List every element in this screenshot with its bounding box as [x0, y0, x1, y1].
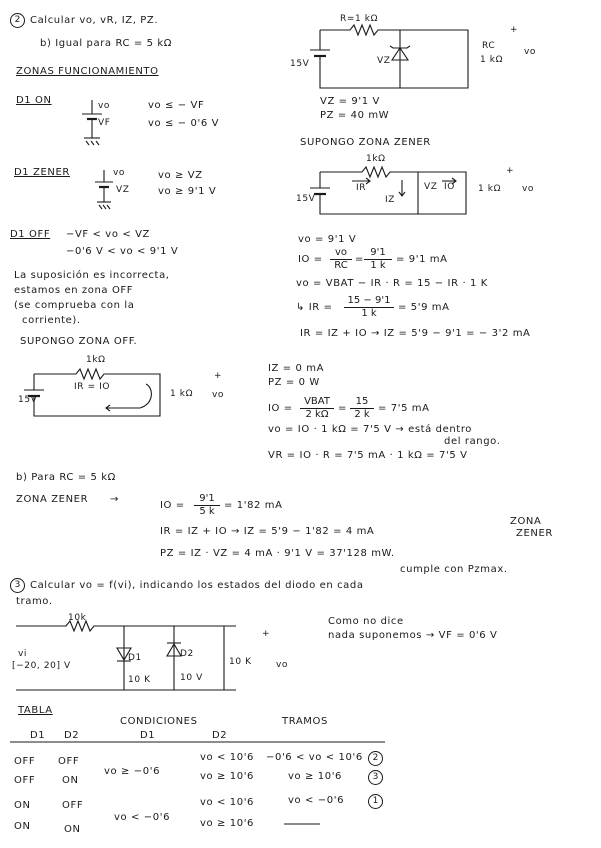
- exercise-2-number: 2: [10, 13, 25, 28]
- off-calc-io-fraction-1: VBAT 2 kΩ: [300, 396, 334, 421]
- top-circuit-plus-sign: +: [510, 25, 519, 35]
- table-header-d2: D2: [64, 730, 80, 741]
- d1-on-label: D1 ON: [16, 95, 52, 106]
- conclusion-line-2: estamos en zona OFF: [14, 285, 134, 296]
- d1-off-label: D1 OFF: [10, 229, 51, 240]
- conclusion-line-4: corriente).: [22, 315, 81, 326]
- zener-circuit-plus-sign: +: [506, 166, 515, 176]
- conclusion-line-1: La suposición es incorrecta,: [14, 270, 170, 281]
- off-circuit-current-label: IR = IO: [74, 382, 111, 392]
- off-calc-vr: VR = IO · R = 7'5 mA · 1 kΩ = 7'5 V: [268, 450, 468, 461]
- table-row-2-tramo: vo ≥ 10'6: [288, 771, 343, 782]
- part-b-arrow: →: [110, 494, 119, 505]
- table-row-4-cond-d2: vo ≥ 10'6: [200, 818, 255, 829]
- d1-off-condition-1: −VF < vo < VZ: [66, 229, 150, 240]
- vz-value: VZ = 9'1 V: [320, 96, 380, 107]
- table-row-3-d2: OFF: [62, 800, 84, 811]
- table-row-2-cond-d2: vo ≥ 10'6: [200, 771, 255, 782]
- part-b-pz: PZ = IZ · VZ = 4 mA · 9'1 V = 37'128 mW.: [160, 548, 395, 559]
- ex3-r1-label: 10 K: [128, 675, 151, 685]
- zener-circuit-source-label: 15V: [296, 194, 316, 204]
- part-b-heading: b) Para RC = 5 kΩ: [16, 472, 116, 483]
- off-circuit-rc-label: 1 kΩ: [170, 389, 194, 399]
- zener-calc-io-lhs: IO =: [298, 254, 323, 265]
- table-row-4-d1: ON: [14, 821, 31, 832]
- d1-zener-condition-1: vo ≥ VZ: [158, 170, 203, 181]
- d1-on-vo: vo: [98, 101, 111, 111]
- off-circuit-plus-sign: +: [214, 371, 223, 381]
- table-row-1-d1: OFF: [14, 756, 36, 767]
- assume-off-heading: SUPONGO ZONA OFF.: [20, 336, 138, 347]
- ex3-plus-sign: +: [262, 629, 271, 639]
- part-b-io-fraction: $\frac{9'1}{5 k}$: [194, 493, 220, 518]
- part-b-io-result: = 1'82 mA: [224, 500, 283, 511]
- table-cond-d1-bottom: vo < −0'6: [114, 812, 171, 823]
- zener-calc-kcl: IR = IZ + IO → IZ = 5'9 − 9'1 = − 3'2 mA: [300, 328, 531, 339]
- table-header-conditions: CONDICIONES: [120, 716, 198, 727]
- part-b-zone-note-2: ZENER: [516, 528, 553, 539]
- zener-calc-ir-result: = 5'9 mA: [398, 302, 450, 313]
- top-circuit-resistor-label: R=1 kΩ: [340, 14, 379, 24]
- part-b-io-lhs: IO =: [160, 500, 185, 511]
- table-title: TABLA: [18, 705, 53, 716]
- zener-circuit-vz-label: VZ: [424, 182, 438, 192]
- d1-zener-condition-2: vo ≥ 9'1 V: [158, 186, 217, 197]
- table-row-3-segment-number: 1: [368, 794, 383, 809]
- zener-calc-vo-kvl: vo = VBAT − IR · R = 15 − IR · 1 K: [296, 278, 488, 289]
- table-row-1-d2: OFF: [58, 756, 80, 767]
- ex3-vo-label: vo: [276, 660, 289, 670]
- ex3-note-line-2: nada suponemos → VF = 0'6 V: [328, 630, 498, 641]
- zener-circuit-rc-label: 1 kΩ: [478, 184, 502, 194]
- zener-calc-equals: =: [355, 254, 364, 265]
- exercise-3-statement-cont: tramo.: [16, 596, 53, 607]
- table-row-4-tramo-blank: [284, 822, 324, 826]
- part-b-zone-label: ZONA ZENER: [16, 494, 89, 505]
- table-header-d1: D1: [30, 730, 46, 741]
- top-circuit-rc-label: RC: [482, 41, 496, 51]
- d1-zener-vz: VZ: [116, 185, 130, 195]
- d1-zener-label: D1 ZENER: [14, 167, 70, 178]
- zener-circuit-io-label: IO: [444, 182, 455, 192]
- part-b-pz-note: cumple con Pzmax.: [400, 564, 508, 575]
- zener-calc-vo: vo = 9'1 V: [298, 234, 357, 245]
- top-circuit-vo-label: vo: [524, 47, 537, 57]
- ex3-load-resistor-label: 10 K: [229, 657, 252, 667]
- zener-circuit-vo-label: vo: [522, 184, 535, 194]
- exercise-3-statement: Calcular vo = f(vi), indicando los estados del diodo en cada: [30, 580, 364, 591]
- off-calc-pz: PZ = 0 W: [268, 377, 320, 388]
- table-row-4-d2: ON: [64, 824, 81, 835]
- ex3-d1-label: D1: [128, 653, 142, 663]
- table-row-3-tramo: vo < −0'6: [288, 795, 345, 806]
- table-header-cond-d1: D1: [140, 730, 156, 741]
- zener-calc-io-result: = 9'1 mA: [396, 254, 448, 265]
- table-row-2-d2: ON: [62, 775, 79, 786]
- zener-calc-io-fraction-2: $\frac{9'1}{1 k}$: [364, 247, 392, 272]
- table-row-2-d1: OFF: [14, 775, 36, 786]
- zener-circuit-iz-label: IZ: [385, 195, 396, 205]
- assume-zener-heading: SUPONGO ZONA ZENER: [300, 137, 431, 148]
- pz-value: PZ = 40 mW: [320, 110, 390, 121]
- zener-calc-ir-fraction: $\frac{15 - 9'1}{1 k}$: [344, 295, 394, 320]
- ex3-note-line-1: Como no dice: [328, 616, 404, 627]
- ex3-series-resistor-label: 10k: [68, 613, 87, 623]
- off-calc-io-fraction-2: $\frac{15}{2 k}$: [350, 396, 374, 421]
- zener-circuit-resistor-label: 1kΩ: [366, 154, 386, 164]
- off-circuit-vo-label: vo: [212, 390, 225, 400]
- exercise-2-statement: Calcular vo, vR, IZ, PZ.: [30, 15, 159, 26]
- conclusion-line-3: (se comprueba con la: [14, 300, 135, 311]
- d1-on-condition-1: vo ≤ − VF: [148, 100, 205, 111]
- off-calc-vo-cont: del rango.: [444, 436, 501, 447]
- zener-calc-ir-lhs: ↳ IR =: [296, 302, 333, 313]
- d1-on-vf: VF: [98, 118, 111, 128]
- off-calc-io-lhs: IO =: [268, 403, 293, 414]
- ex3-d2-label: D2: [180, 649, 194, 659]
- table-header-rule: [10, 740, 390, 744]
- part-b-kcl: IR = IZ + IO → IZ = 5'9 − 1'82 = 4 mA: [160, 526, 375, 537]
- off-calc-iz: IZ = 0 mA: [268, 363, 325, 374]
- off-calc-vo: vo = IO · 1 kΩ = 7'5 V → está dentro: [268, 424, 473, 435]
- part-b-zone-note-1: ZONA: [510, 516, 542, 527]
- d1-off-condition-2: −0'6 V < vo < 9'1 V: [66, 246, 179, 257]
- off-circuit-resistor-label: 1kΩ: [86, 355, 106, 365]
- table-row-2-segment-number: 3: [368, 770, 383, 785]
- off-calc-io-result: = 7'5 mA: [378, 403, 430, 414]
- ex3-vi-range: [−20, 20] V: [12, 661, 71, 671]
- off-circuit-source-label: 15V: [18, 395, 38, 405]
- d1-on-condition-2: vo ≤ − 0'6 V: [148, 118, 220, 129]
- top-circuit-rc-value: 1 kΩ: [480, 55, 504, 65]
- table-header-tramos: TRAMOS: [282, 716, 328, 727]
- d1-zener-vo: vo: [113, 168, 126, 178]
- table-row-1-tramo: −0'6 < vo < 10'6: [266, 752, 363, 763]
- exercise-2-part-b-statement: b) Igual para RC = 5 kΩ: [40, 38, 172, 49]
- table-cond-d1-top: vo ≥ −0'6: [104, 766, 161, 777]
- top-circuit-source-label: 15V: [290, 59, 310, 69]
- table-header-cond-d2: D2: [212, 730, 228, 741]
- table-row-1-segment-number: 2: [368, 751, 383, 766]
- zener-circuit-ir-label: IR: [356, 183, 367, 193]
- exercise-3-number: 3: [10, 578, 25, 593]
- top-circuit-vz-label: VZ: [377, 56, 391, 66]
- zener-calc-io-fraction-1: $\frac{vo}{RC}$: [330, 247, 352, 272]
- table-row-3-d1: ON: [14, 800, 31, 811]
- off-calc-equals: =: [338, 403, 347, 414]
- ex3-source-label: 10 V: [180, 673, 203, 683]
- ex3-vi-label: vi: [18, 649, 28, 659]
- table-row-3-cond-d2: vo < 10'6: [200, 797, 255, 808]
- table-row-1-cond-d2: vo < 10'6: [200, 752, 255, 763]
- zones-title: ZONAS FUNCIONAMIENTO: [16, 66, 159, 77]
